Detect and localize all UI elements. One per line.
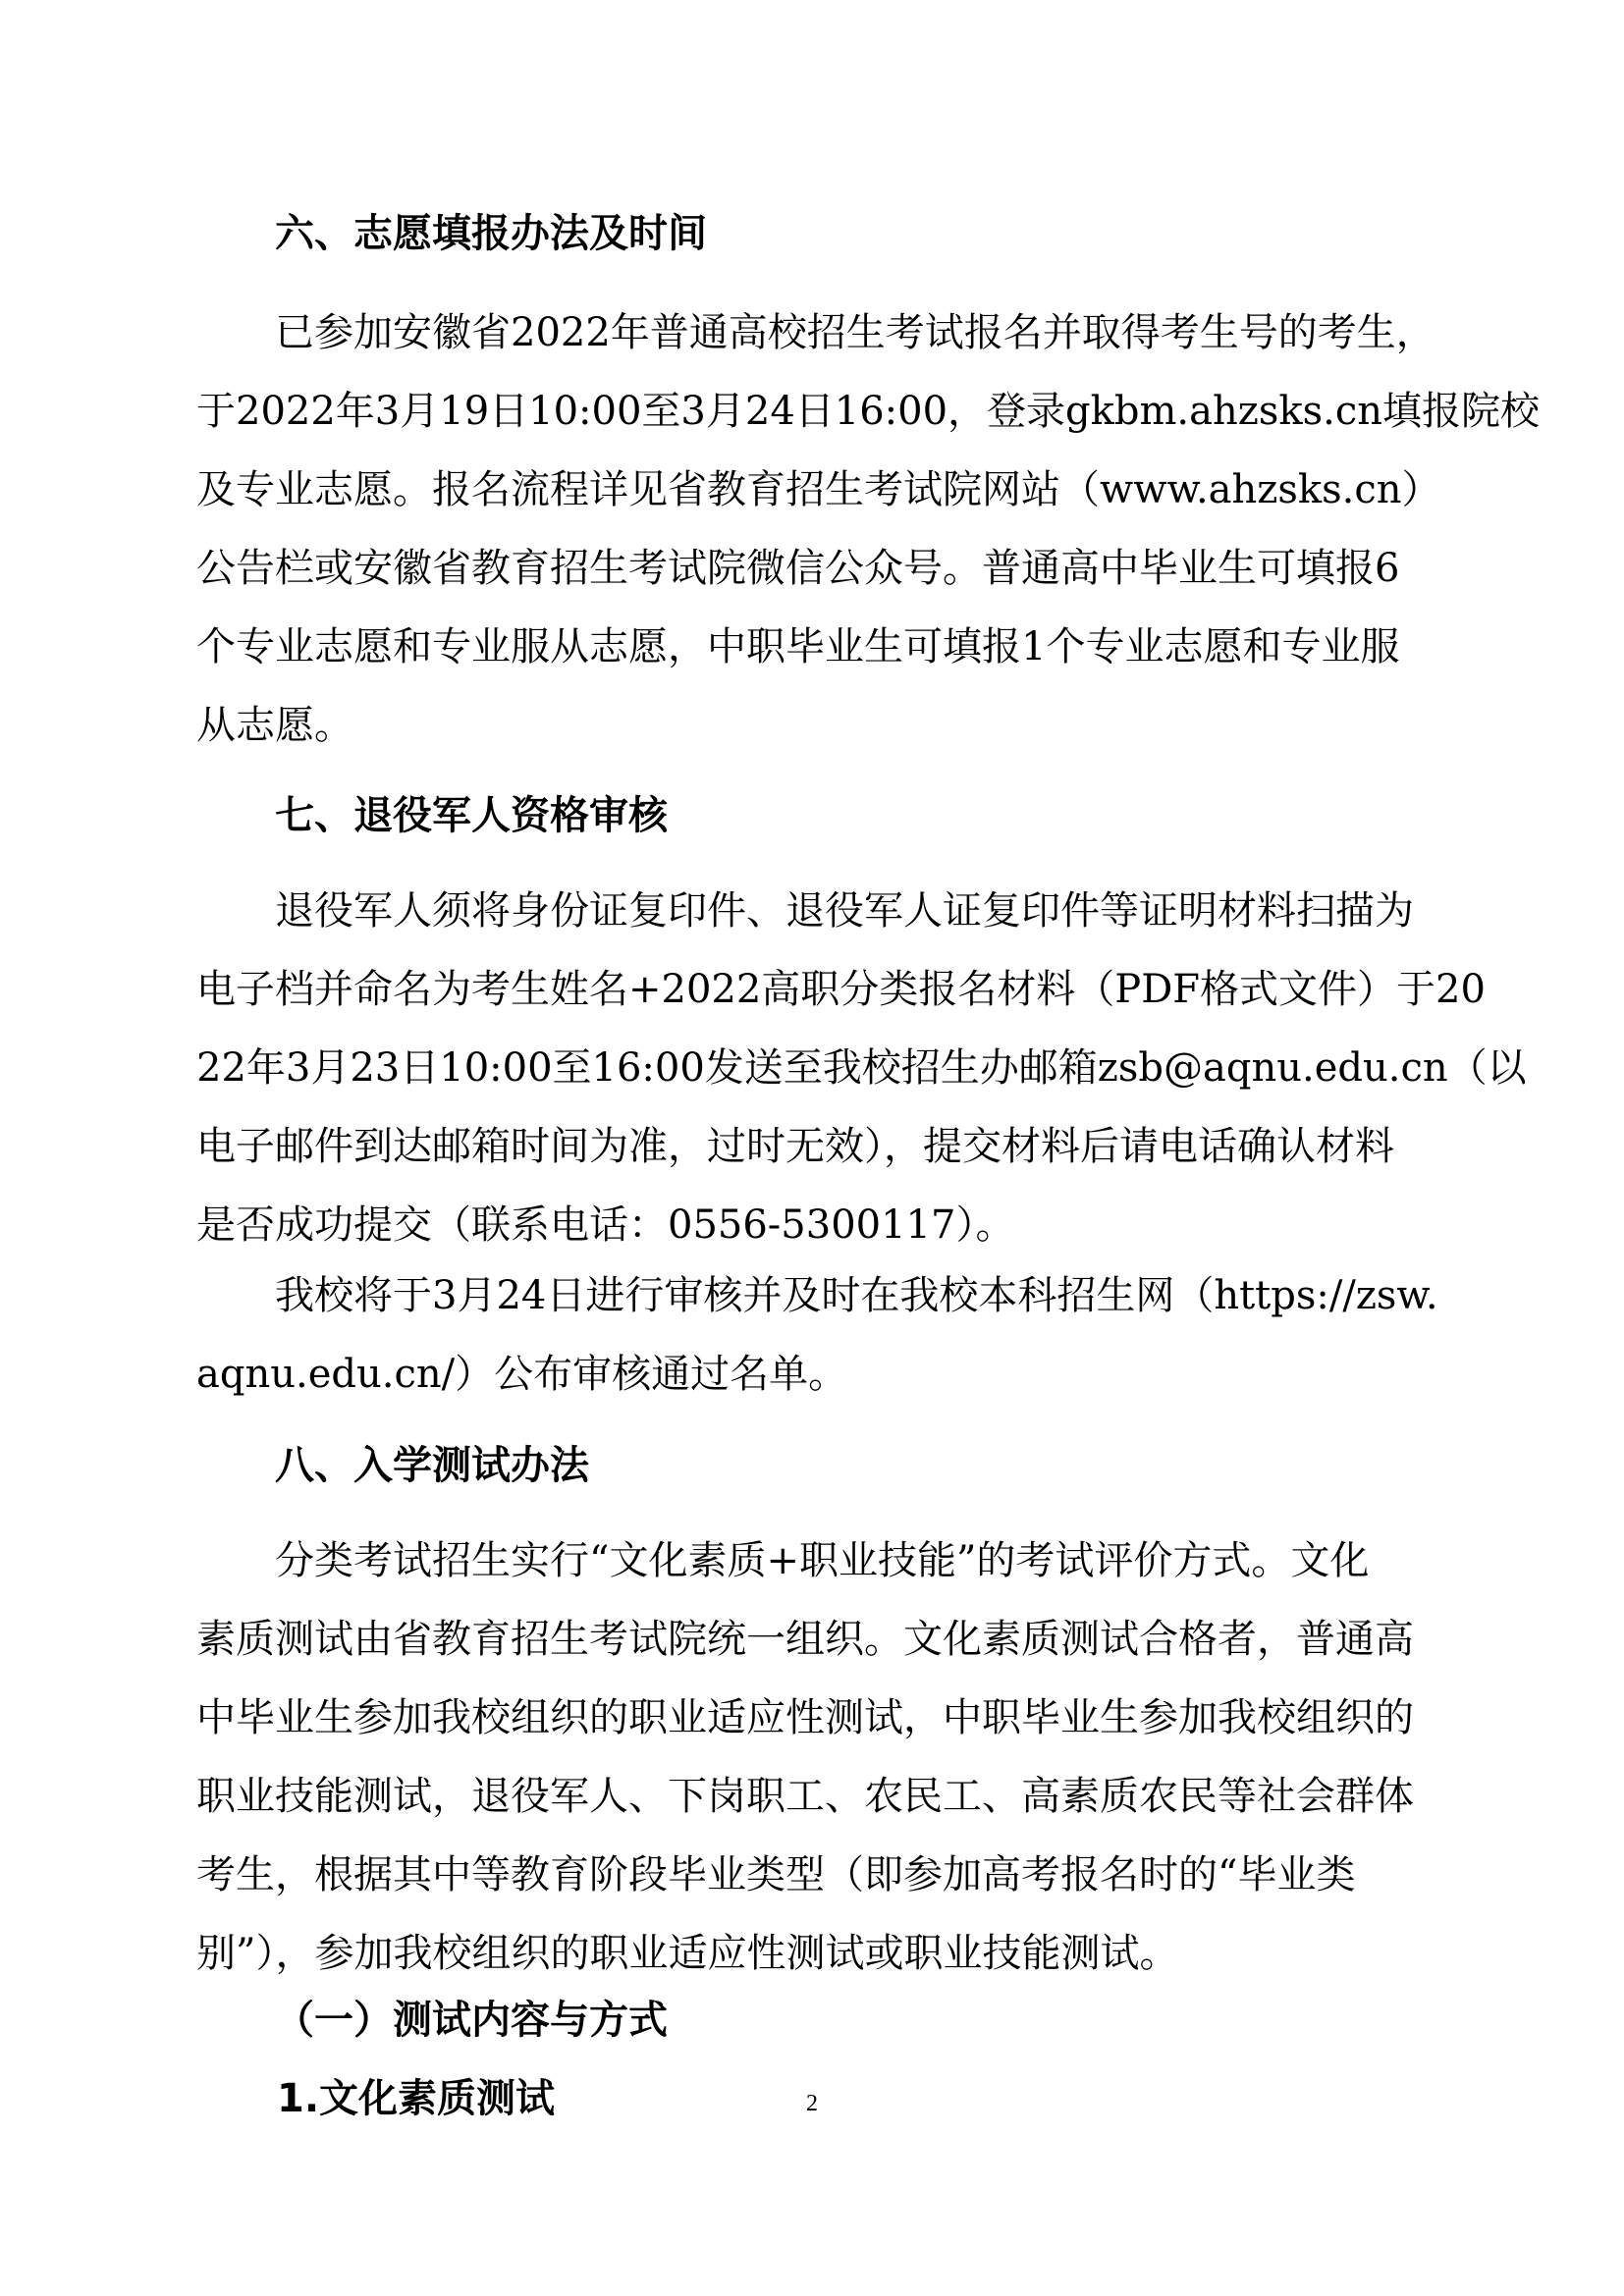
paragraph-line: 从志愿。 bbox=[196, 703, 353, 748]
paragraph-line: 分类考试招生实行“文化素质+职业技能”的考试评价方式。文化 bbox=[275, 1538, 1370, 1583]
paragraph-line: 职业技能测试，退役军人、下岗职工、农民工、高素质农民等社会群体 bbox=[196, 1774, 1414, 1819]
paragraph-line: 我校将于3月24日进行审核并及时在我校本科招生网（https://zsw. bbox=[275, 1273, 1438, 1318]
paragraph-line: 考生，根据其中等教育阶段毕业类型（即参加高考报名时的“毕业类 bbox=[196, 1852, 1356, 1897]
paragraph-line: 别”），参加我校组织的职业适应性测试或职业技能测试。 bbox=[196, 1931, 1179, 1976]
paragraph-line: 是否成功提交（联系电话：0556-5300117）。 bbox=[196, 1202, 1015, 1248]
paragraph-line: 个专业志愿和专业服从志愿，中职毕业生可填报1个专业志愿和专业服 bbox=[196, 624, 1400, 669]
paragraph-line: 电子档并命名为考生姓名+2022高职分类报名材料（PDF格式文件）于20 bbox=[196, 967, 1486, 1012]
paragraph-line: 22年3月23日10:00至16:00发送至我校招生办邮箱zsb@aqnu.edu.cn（以 bbox=[196, 1045, 1527, 1091]
section-7-heading: 七、退役军人资格审核 bbox=[275, 793, 668, 838]
paragraph-line: 中毕业生参加我校组织的职业适应性测试，中职毕业生参加我校组织的 bbox=[196, 1695, 1414, 1740]
subsection-heading: （一）测试内容与方式 bbox=[275, 1998, 668, 2043]
paragraph-line: aqnu.edu.cn/）公布审核通过名单。 bbox=[196, 1352, 848, 1397]
paragraph-line: 电子邮件到达邮箱时间为准，过时无效），提交材料后请电话确认材料 bbox=[196, 1124, 1394, 1169]
section-7-paragraph-2 bbox=[196, 1256, 1438, 1414]
paragraph-line: 及专业志愿。报名流程详见省教育招生考试院网站（www.ahzsks.cn） bbox=[196, 467, 1441, 512]
section-7-paragraph-1 bbox=[196, 872, 1527, 1264]
section-6-paragraph-1 bbox=[196, 294, 1540, 765]
paragraph-line: 退役军人须将身份证复印件、退役军人证复印件等证明材料扫描为 bbox=[275, 888, 1414, 934]
section-8-heading: 八、入学测试办法 bbox=[275, 1443, 589, 1488]
section-8-paragraph-1 bbox=[196, 1522, 1414, 1993]
paragraph-line: 素质测试由省教育招生考试院统一组织。文化素质测试合格者，普通高 bbox=[196, 1617, 1414, 1662]
paragraph-line: 公告栏或安徽省教育招生考试院微信公众号。普通高中毕业生可填报6 bbox=[196, 546, 1400, 591]
section-6-heading: 六、志愿填报办法及时间 bbox=[275, 211, 707, 256]
page-number: 2 bbox=[806, 2091, 818, 2116]
sub-item-heading: 1.文化素质测试 bbox=[277, 2076, 556, 2121]
paragraph-line: 已参加安徽省2022年普通高校招生考试报名并取得考生号的考生， bbox=[275, 310, 1435, 355]
paragraph-line: 于2022年3月19日10:00至3月24日16:00，登录gkbm.ahzsks.cn填报院校 bbox=[196, 389, 1540, 434]
